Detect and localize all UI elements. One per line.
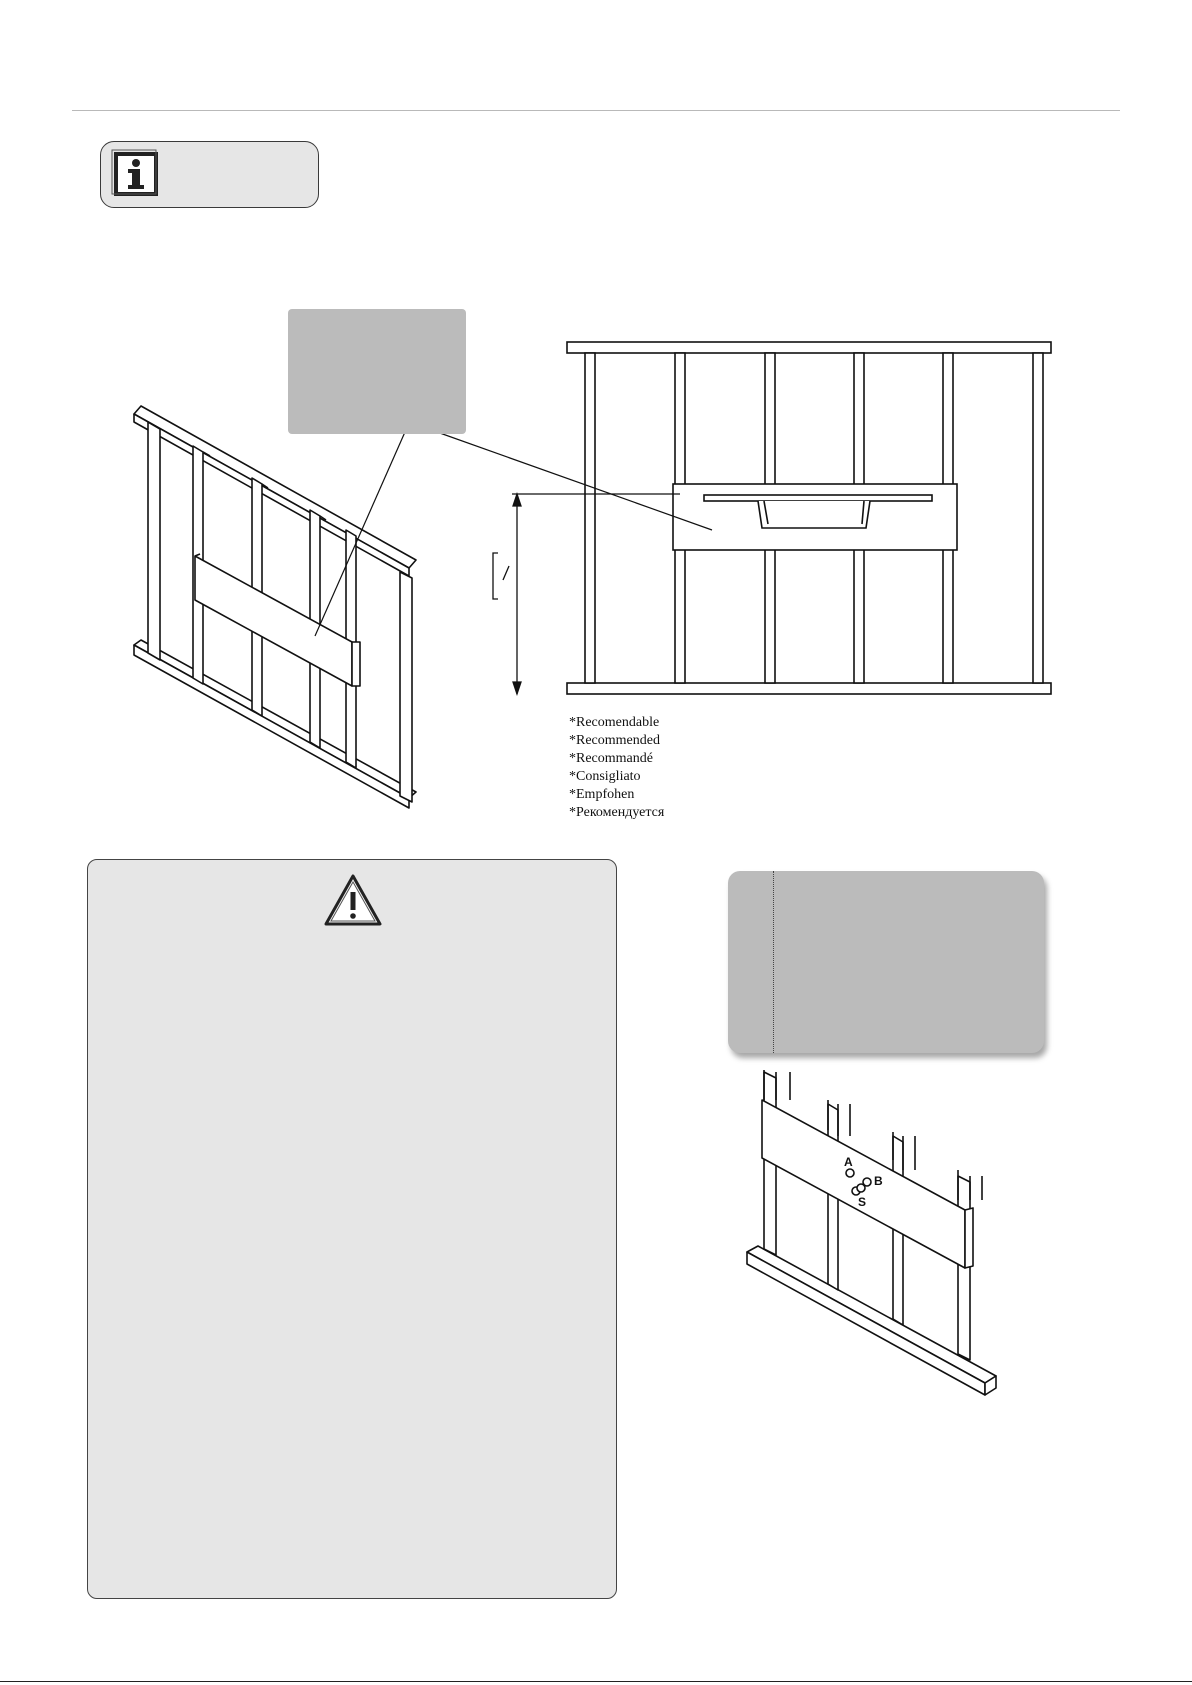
note-de: *Empfohen <box>569 787 635 802</box>
note-it: *Consigliato <box>569 769 641 784</box>
note-fr: *Recommandé <box>569 751 653 766</box>
note-ru: *Рекомендуется <box>569 805 665 820</box>
footer-rule <box>0 1681 1192 1682</box>
valve-label-a: A <box>844 1155 853 1169</box>
valve-label-b: B <box>874 1174 883 1188</box>
note-es: *Recomendable <box>569 715 660 730</box>
note-en: *Recommended <box>569 733 660 748</box>
valve-label-s: S <box>858 1195 867 1209</box>
